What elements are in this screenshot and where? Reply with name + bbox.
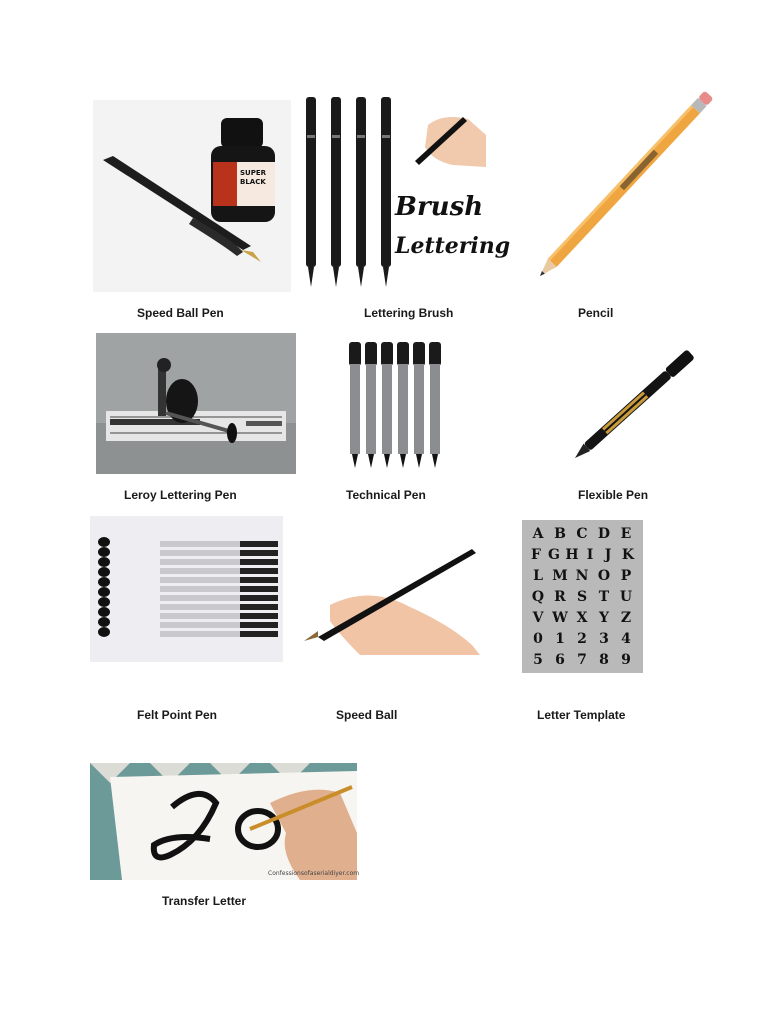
caption-speed-ball-pen: Speed Ball Pen (137, 306, 224, 320)
brush-word: Brush (395, 192, 484, 222)
flexible-pen-image (567, 336, 692, 464)
caption-technical-pen: Technical Pen (346, 488, 426, 502)
pencil-image (520, 88, 715, 286)
template-letter: N (575, 568, 589, 584)
letter-template-image (522, 520, 643, 673)
lettering-brush-image (303, 95, 511, 290)
caption-leroy-lettering-pen: Leroy Lettering Pen (124, 488, 237, 502)
transfer-letter-image (90, 763, 360, 880)
caption-flexible-pen: Flexible Pen (578, 488, 649, 502)
template-letter: F (531, 547, 541, 563)
template-letter: 4 (621, 631, 631, 647)
leroy-lettering-pen-image (96, 333, 296, 474)
caption-speed-ball: Speed Ball (336, 708, 398, 722)
template-letter: M (552, 568, 568, 584)
template-letter: 0 (533, 631, 543, 647)
template-letter: Z (620, 610, 632, 626)
template-letter: 6 (555, 652, 565, 668)
image-watermark: Confessionsofaserialdiyer.com (268, 870, 360, 877)
template-letter: 2 (577, 631, 587, 647)
template-letter: V (532, 610, 544, 626)
caption-lettering-brush: Lettering Brush (364, 306, 454, 320)
lettering-word: Lettering (395, 233, 511, 259)
template-letter: U (619, 589, 633, 605)
speed-ball-pen-image (93, 100, 291, 292)
ink-label-line-1: SUPER (240, 169, 267, 177)
template-letter: K (621, 547, 635, 563)
caption-felt-point-pen: Felt Point Pen (137, 708, 218, 722)
technical-pen-image (345, 338, 450, 473)
template-letter: P (620, 568, 632, 584)
template-letter: Q (531, 589, 545, 605)
template-letter: G (548, 547, 560, 563)
template-letter: L (533, 568, 543, 584)
caption-pencil: Pencil (578, 306, 614, 320)
template-letter: 5 (533, 652, 543, 668)
felt-point-pen-image (90, 516, 283, 662)
ink-label-line-2: BLACK (240, 178, 266, 186)
template-letter: X (576, 610, 588, 626)
template-letter: O (597, 568, 611, 584)
speed-ball-image (300, 545, 480, 655)
template-letter: C (576, 526, 588, 542)
template-letter: E (620, 526, 632, 542)
template-letter: W (552, 610, 568, 626)
template-letter: 1 (555, 631, 565, 647)
template-letter: D (597, 526, 611, 542)
template-letter: 8 (599, 652, 609, 668)
template-letter: A (532, 526, 544, 542)
template-letter: Y (599, 610, 609, 626)
template-letter: H (565, 547, 579, 563)
template-letter: R (554, 589, 566, 605)
template-letter: 7 (577, 652, 587, 668)
template-letter: I (586, 547, 594, 563)
template-letter: 3 (599, 631, 609, 647)
caption-transfer-letter: Transfer Letter (162, 894, 247, 908)
template-letter: J (604, 547, 612, 563)
template-letter: 9 (621, 652, 631, 668)
template-letter: S (576, 589, 588, 605)
template-letter: T (598, 589, 610, 605)
caption-letter-template: Letter Template (537, 708, 626, 722)
template-letter: B (554, 526, 566, 542)
